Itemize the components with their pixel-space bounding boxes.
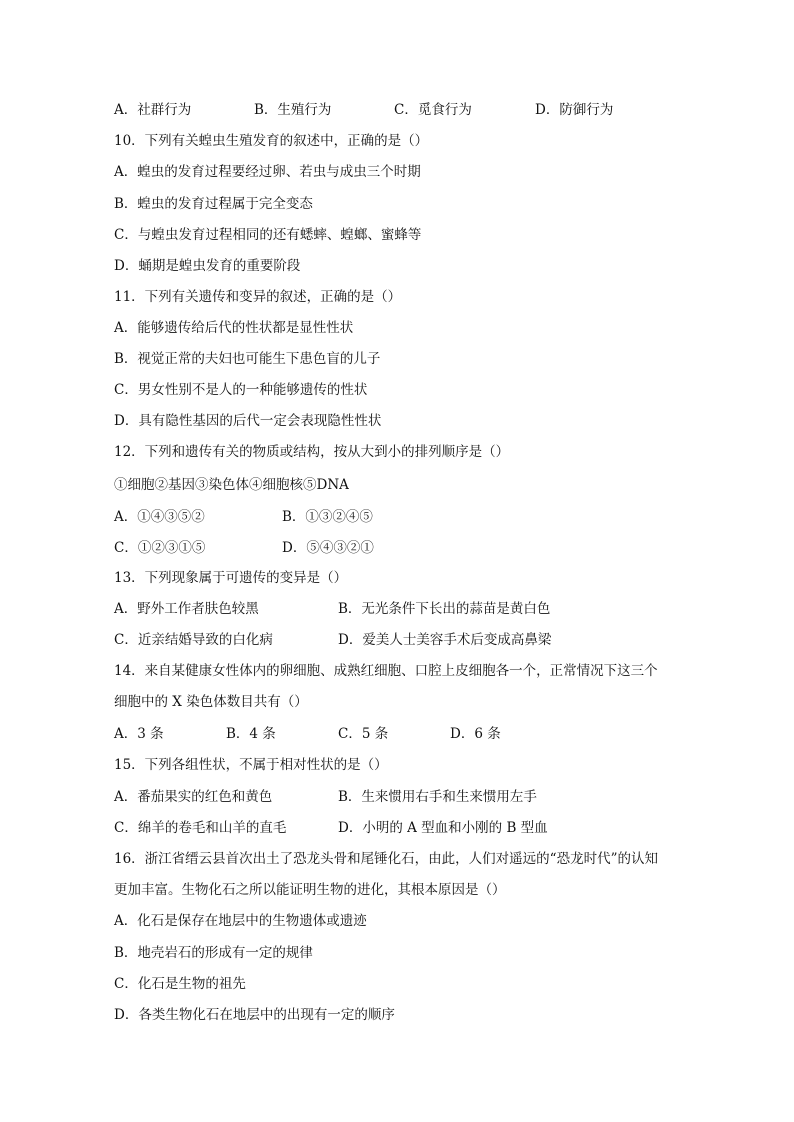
q10-option-d: D．蛹期是蝗虫发育的重要阶段 [114, 258, 301, 274]
q11-option-a: A．能够遗传给后代的性状都是显性性状 [114, 320, 354, 336]
q9-option-c: C．觅食行为 [394, 102, 472, 118]
q11-option-d: D．具有隐性基因的后代一定会表现隐性性状 [114, 413, 382, 429]
q15-option-b: B．生来惯用右手和生来惯用左手 [338, 789, 537, 805]
q10-stem: 10．下列有关蝗虫生殖发育的叙述中，正确的是（） [114, 133, 429, 149]
q15-option-c: C．绵羊的卷毛和山羊的直毛 [114, 820, 287, 836]
q12-stem: 12．下列和遗传有关的物质或结构，按从大到小的排列顺序是（） [114, 444, 510, 460]
q12-option-c: C．①②③①⑤ [114, 540, 206, 556]
q9-option-d: D．防御行为 [535, 102, 614, 118]
q12-items: ①细胞②基因③染色体④细胞核⑤DNA [114, 477, 349, 493]
q13-option-d: D．爱美人士美容手术后变成高鼻梁 [338, 632, 552, 648]
q10-option-b: B．蝗虫的发育过程属于完全变态 [114, 196, 313, 212]
q16-option-d: D．各类生物化石在地层中的出现有一定的顺序 [114, 1007, 395, 1023]
q9-option-b: B．生殖行为 [254, 102, 332, 118]
q14-stem-line1: 14．来自某健康女性体内的卵细胞、成熟红细胞、口腔上皮细胞各一个，正常情况下这三个 [114, 663, 658, 679]
q16-option-c: C．化石是生物的祖先 [114, 976, 246, 992]
q13-stem: 13．下列现象属于可遗传的变异是（） [114, 570, 348, 586]
q11-stem: 11．下列有关遗传和变异的叙述，正确的是（） [114, 289, 402, 305]
q16-stem-line1: 16．浙江省缙云县首次出土了恐龙头骨和尾锤化石，由此，人们对遥远的“恐龙时代”的认知 [114, 851, 658, 867]
q16-option-b: B．地壳岩石的形成有一定的规律 [114, 945, 313, 961]
q12-option-d: D．⑤④③②① [282, 540, 374, 556]
q14-option-c: C．5 条 [338, 726, 389, 742]
q9-option-a: A．社群行为 [114, 102, 192, 118]
q15-option-a: A．番茄果实的红色和黄色 [114, 789, 273, 805]
q16-stem-line2: 更加丰富。生物化石之所以能证明生物的进化，其根本原因是（） [114, 882, 506, 898]
q14-option-b: B．4 条 [226, 726, 276, 742]
q14-option-d: D．6 条 [450, 726, 501, 742]
q14-stem-line2: 细胞中的 X 染色体数目共有（） [114, 694, 308, 710]
q13-option-a: A．野外工作者肤色较黑 [114, 601, 259, 617]
q10-option-a: A．蝗虫的发育过程要经过卵、若虫与成虫三个时期 [114, 164, 421, 180]
q10-option-c: C．与蝗虫发育过程相同的还有蟋蟀、蝗螂、蜜蜂等 [114, 227, 422, 243]
q11-option-c: C．男女性别不是人的一种能够遗传的性状 [114, 382, 368, 398]
q12-option-b: B．①③②④⑤ [282, 509, 373, 525]
q13-option-b: B．无光条件下长出的蒜苗是黄白色 [338, 601, 551, 617]
q13-option-c: C．近亲结婚导致的白化病 [114, 632, 273, 648]
q14-option-a: A．3 条 [114, 726, 164, 742]
q12-option-a: A．①④③⑤② [114, 509, 205, 525]
q15-option-d: D．小明的 A 型血和小刚的 B 型血 [338, 820, 548, 836]
q16-option-a: A．化石是保存在地层中的生物遗体或遗迹 [114, 913, 367, 929]
q11-option-b: B．视觉正常的夫妇也可能生下患色盲的儿子 [114, 351, 381, 367]
q15-stem: 15．下列各组性状，不属于相对性状的是（） [114, 757, 388, 773]
